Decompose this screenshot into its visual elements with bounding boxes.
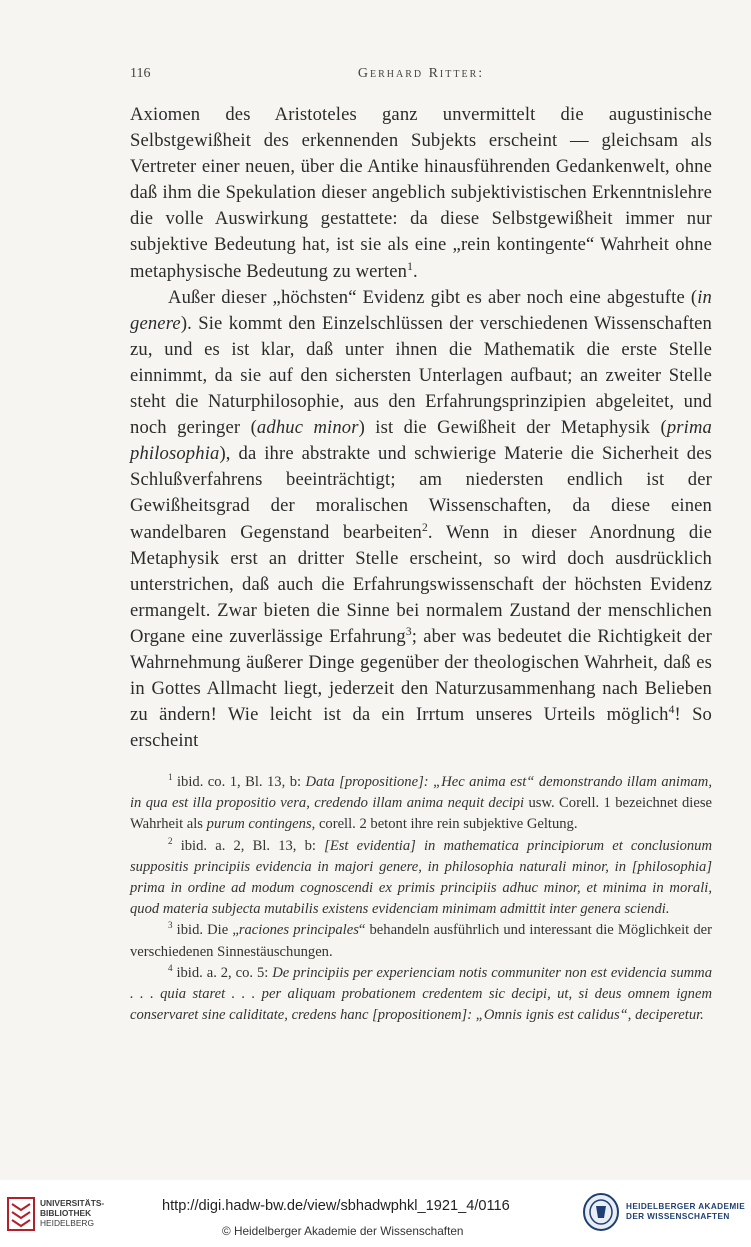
text-run: ibid. a. 2, co. 5: <box>172 964 273 981</box>
copyright-text: © Heidelberger Akademie der Wissenschaften <box>222 1224 464 1238</box>
text-run: Axiomen des Aristoteles ganz unvermittelt die augustinische Selbstgewißheit des erkennenden Subjekts erscheint — gleichsam als Vertreter einer neuen, über die Antike hinausführenden Gedankenwelt, ohne daß ihm die Spekulation dieser angeblich subjektivistischen Erkenntnislehre die volle Auswirkung gestattete: da diese Selbstgewißheit immer nur subjektive Bedeutung hat, ist sie als eine „rein kontingente“ Wahrheit ohne metaphysische Bedeutung zu werten <box>130 104 712 282</box>
text-run: ibid. Die „ <box>172 922 239 939</box>
latin-quote: raciones principales <box>238 922 359 939</box>
text-run: ; aber was bedeutet die Richtigkeit der Wahrnehmung äußerer Dinge gegenüber der theologischen Wahrheit, daß es in Gottes Allmacht liegt, jederzeit den Naturzusammenhang nach Belieben zu ändern! Wie leicht ist da ein Irrtum unseres Urteils möglich <box>130 625 712 726</box>
italic-term: in genere <box>130 286 712 334</box>
text-run: , <box>627 1007 636 1024</box>
ub-line: UNIVERSITÄTS- <box>40 1198 105 1208</box>
italic-term: prima philosophia <box>130 417 712 465</box>
footnote-number: 2 <box>168 835 173 846</box>
ub-line: HEIDELBERG <box>40 1218 94 1228</box>
footnote-2 <box>130 836 712 921</box>
academy-name <box>626 1202 745 1222</box>
footnote-ref-1[interactable]: 1 <box>407 260 413 273</box>
text-run: usw. Corell. 1 bezeichnet diese Wahrheit als <box>130 795 712 833</box>
latin-quote: [Est evidentia] in mathematica principiorum et conclusionum suppositis principiis evidencia in majori genere, in philosophia naturali minor, in [philosophia] prima in ordine ad modum cognoscendi ex primis principiis adhuc minor, et minima in morali, quod materia subjecta mutabilis existens evidenciam minimam admittit inter genera sciendi. <box>130 837 712 918</box>
university-library-name <box>40 1198 104 1228</box>
footnote-number: 3 <box>168 920 173 931</box>
footnote-3 <box>130 920 712 962</box>
footnote-ref-2[interactable]: 2 <box>421 521 428 534</box>
footnote-4 <box>130 963 712 1027</box>
latin-quote: purum contingens <box>206 816 312 833</box>
footnote-1 <box>130 772 712 836</box>
latin-quote: De principiis per experienciam notis communiter non est evidencia summa . . . quia staret . . . per aliquam probationem credentem sic decipi, ut, si deus omnem ignem conservaret sine caliditate, credens hanc [propositionem]: „Omnis ignis est calidus“ <box>130 964 712 1024</box>
footnotes <box>130 772 712 1026</box>
footnote-ref-4[interactable]: 4 <box>668 703 675 716</box>
text-run: . Wenn in dieser Anordnung die Metaphysik erst an dritter Stelle erscheint, so wird doch ausdrücklich unterstrichen, daß auch die Erfahrungswissenschaft der höchsten Evidenz ermangelt. Zwar bieten die Sinne bei normalem Zustand der menschlichen Organe eine zuverlässige Erfahrung <box>130 521 712 647</box>
main-text <box>130 102 712 754</box>
hadw-line: DER WISSENSCHAFTEN <box>626 1212 730 1221</box>
text-run: Außer dieser „höchsten“ Evidenz gibt es aber noch eine abgestufte ( <box>168 286 698 308</box>
text-run: . <box>412 260 418 282</box>
footnote-ref-3[interactable]: 3 <box>405 625 412 638</box>
text-run: “ behandeln ausführlich und interessant die Möglichkeit der verschiedenen Sinnestäuschungen. <box>130 922 712 960</box>
university-library-logo-icon[interactable] <box>6 1196 36 1232</box>
text-run: ), da ihre abstrakte und schwierige Materie die Sicherheit des Schlußverfahrens beeinträchtigt; am niedersten endlich ist der Gewißheitsgrad der moralischen Wissenschaften, da diese einen wandelbaren Gegenstand bearbeiten <box>130 443 712 543</box>
text-run: ! So erscheint <box>130 704 713 752</box>
academy-seal-icon[interactable] <box>582 1192 620 1232</box>
footnote-number: 1 <box>168 772 173 783</box>
running-header <box>130 66 712 88</box>
hadw-line: HEIDELBERGER AKADEMIE <box>626 1202 746 1211</box>
ub-line: BIBLIOTHEK <box>40 1208 92 1218</box>
italic-term: adhuc minor <box>256 417 359 439</box>
text-run: ) ist die Gewißheit der Metaphysik ( <box>358 417 667 439</box>
page-number: 116 <box>130 66 151 81</box>
permalink-url[interactable]: http://digi.hadw-bw.de/view/sbhadwphkl_1921_4/0116 <box>162 1198 510 1214</box>
running-title: Gerhard Ritter: <box>357 66 485 81</box>
text-run: ). Sie kommt den Einzelschlüssen der verschiedenen Wissenschaften zu, und es ist klar, daß unter ihnen die Mathematik die erste Stelle einnimmt, da sie auf den sichersten Unterlagen aufbaut; an zweiter Stelle steht die Naturphilosophie, aus den Erfahrungsprinzipien abgeleitet, und noch geringer ( <box>130 312 712 439</box>
latin-quote: Data [propositione]: „Hec anima est“ demonstrando illam animam, in qua est illa propositio vera, credendo illam anima nequit decipi <box>130 774 712 812</box>
paragraph-1 <box>130 102 712 285</box>
footnote-number: 4 <box>168 962 173 973</box>
latin-quote: deciperetur. <box>635 1007 704 1024</box>
paragraph-2 <box>130 285 712 755</box>
text-run: , corell. 2 betont ihre rein subjektive Geltung. <box>311 816 578 833</box>
text-run: ibid. a. 2, Bl. 13, b: <box>172 837 325 854</box>
text-run: ibid. co. 1, Bl. 13, b: <box>172 774 306 790</box>
viewer-footer <box>0 1180 751 1247</box>
